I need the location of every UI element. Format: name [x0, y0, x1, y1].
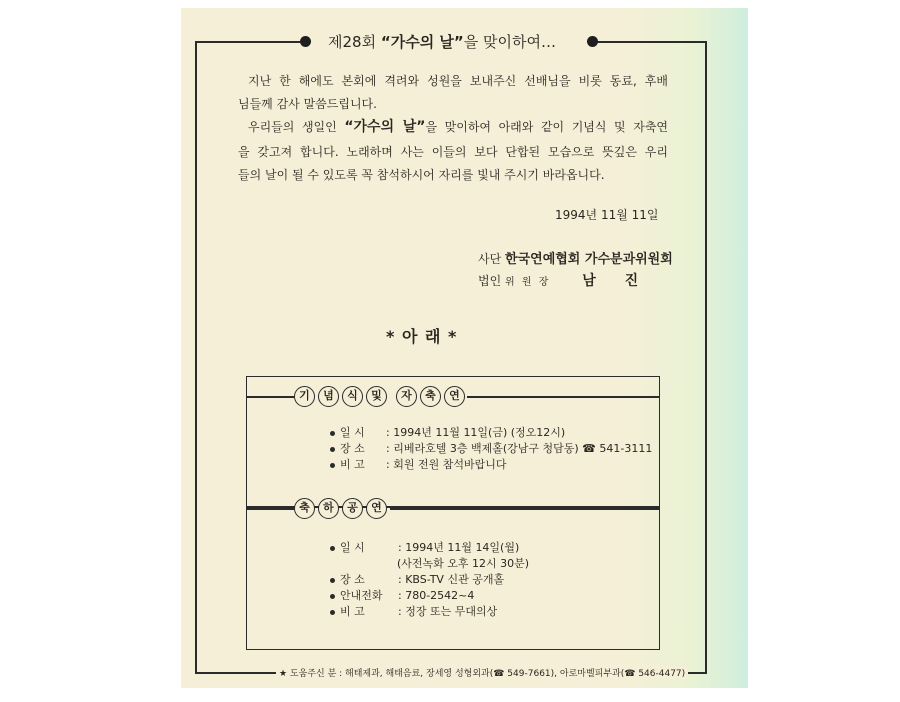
section2-char: 하	[318, 498, 339, 519]
signature-org	[478, 248, 673, 267]
bullet-icon	[330, 578, 335, 583]
letter-line-4: 을 갖고져 합니다. 노래하며 사는 이들의 보다 단합된 모습으로 뜻깊은 우리	[238, 145, 668, 159]
title-prefix: 제28회	[328, 33, 377, 51]
section1-char: 축	[420, 386, 441, 407]
item-value: : 회원 전원 참석바랍니다	[386, 458, 507, 471]
section2-rule-left	[246, 508, 294, 510]
section2-item	[330, 588, 474, 604]
section2-rule-right	[390, 508, 660, 510]
section1-char: 기	[294, 386, 315, 407]
item-label: 장 소	[340, 442, 365, 455]
rep-title: 위 원 장	[505, 277, 551, 288]
item-value: : 리베라호텔 3층 백제홀(강남구 청담동) ☎ 541-3111	[386, 442, 653, 455]
section1-item	[330, 425, 565, 441]
title-name: “가수의 날”	[380, 33, 464, 51]
section1-rule-right	[467, 396, 660, 398]
bullet-icon	[330, 594, 335, 599]
letter-line-3b: 을 맞이하여 아래와 같이 기념식 및 자축연	[425, 120, 669, 134]
item-value: : KBS-TV 신관 공개홀	[398, 573, 505, 586]
holiday-name: “가수의 날”	[344, 119, 426, 135]
item-value: : 1994년 11월 11일(금) (정오12시)	[386, 426, 566, 439]
org-prefix: 사단	[478, 252, 502, 266]
item-label: 비 고	[340, 605, 365, 618]
section2-item	[330, 604, 497, 620]
bullet-icon	[330, 463, 335, 468]
section1-item	[330, 457, 506, 473]
title-dot-right	[587, 36, 598, 47]
top-rule-left	[195, 41, 305, 43]
section1-char: 념	[318, 386, 339, 407]
org-name: 한국연예협회 가수분과위원회	[505, 252, 673, 267]
item-label: 장 소	[340, 573, 365, 586]
item-value: : 780-2542~4	[398, 589, 475, 602]
title-dot-left	[300, 36, 311, 47]
bullet-icon	[330, 610, 335, 615]
item-label: 비 고	[340, 458, 365, 471]
letter-line-3a: 우리들의 생일인	[248, 120, 337, 134]
rep-prefix: 법인	[478, 274, 502, 288]
letter-line-1: 지난 한 해에도 본회에 격려와 성원을 보내주신 선배님을 비롯 동료, 후배	[248, 74, 668, 88]
notice-heading: * 아 래 *	[386, 327, 458, 346]
section2-char: 연	[366, 498, 387, 519]
item-value: : 정장 또는 무대의상	[398, 605, 498, 618]
section1-char: 및	[366, 386, 387, 407]
sponsor-footer: ★ 도움주신 분 : 해태제과, 해태음료, 장세영 성형외과(☎ 549-7661), 아로마벨피부과(☎ 546-4477)	[276, 666, 688, 679]
item-label: 일 시	[340, 541, 365, 554]
title-suffix: 을 맞이하여…	[463, 33, 556, 51]
letter-line-3	[248, 116, 668, 139]
letter-line-5: 들의 날이 될 수 있도록 꼭 참석하시어 자리를 빛내 주시기 바라옵니다.	[238, 168, 605, 182]
item-value: : 1994년 11월 14일(월)	[398, 541, 520, 554]
item-label: 안내전화	[340, 589, 383, 602]
section1-item	[330, 441, 652, 457]
signature-rep	[478, 270, 650, 290]
letter-date: 1994년 11월 11일	[555, 208, 659, 222]
item-label: 일 시	[340, 426, 365, 439]
section2-char: 공	[342, 498, 363, 519]
section2-item	[397, 556, 529, 572]
bullet-icon	[330, 431, 335, 436]
section1-rule-left	[246, 396, 294, 398]
item-value: (사전녹화 오후 12시 30분)	[397, 557, 530, 570]
bullet-icon	[330, 546, 335, 551]
section2-item	[330, 572, 504, 588]
top-rule-right	[592, 41, 707, 43]
section2-char: 축	[294, 498, 315, 519]
bullet-icon	[330, 447, 335, 452]
section1-char: 연	[444, 386, 465, 407]
section1-char: 자	[396, 386, 417, 407]
rep-name: 남 진	[582, 273, 651, 289]
section1-char: 식	[342, 386, 363, 407]
page-title	[328, 30, 578, 54]
letter-line-2: 님들께 감사 말씀드립니다.	[238, 97, 377, 111]
section2-item	[330, 540, 519, 556]
